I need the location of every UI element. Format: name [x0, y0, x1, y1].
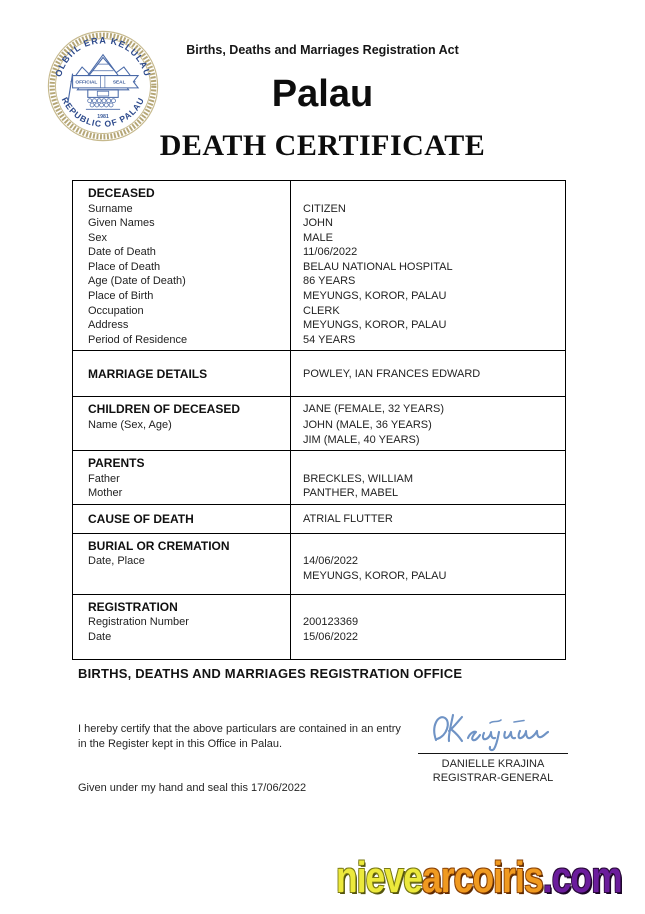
- certificate-title: DEATH CERTIFICATE: [159, 129, 486, 162]
- act-title: Births, Deaths and Marriages Registration Act: [186, 43, 459, 57]
- value-column: [291, 534, 565, 594]
- banner-official-text: OFFICIAL: [75, 80, 98, 86]
- section-title: CAUSE OF DEATH: [88, 512, 194, 527]
- value-column: [291, 505, 565, 533]
- registrar-signature: [426, 708, 560, 752]
- field-label: Occupation: [88, 304, 144, 317]
- field-label: Date, Place: [88, 555, 145, 568]
- table-section: [73, 594, 565, 659]
- field-label: Mother: [88, 487, 123, 500]
- field-value: PANTHER, MABEL: [303, 487, 399, 500]
- label-column: [73, 351, 291, 396]
- field-label: Registration Number: [88, 616, 189, 629]
- field-value: JOHN (MALE, 36 YEARS): [303, 418, 432, 431]
- field-value: MEYUNGS, KOROR, PALAU: [303, 319, 447, 332]
- field-label: Address: [88, 319, 129, 332]
- field-value: 200123369: [303, 616, 359, 629]
- field-value: CITIZEN: [303, 202, 346, 215]
- signatory-name: DANIELLE KRAJINA: [441, 758, 545, 770]
- field-value: 86 YEARS: [303, 275, 356, 288]
- field-label: Father: [88, 472, 120, 485]
- field-value: JOHN: [303, 217, 333, 230]
- office-heading: BIRTHS, DEATHS AND MARRIAGES REGISTRATION OFFICE: [78, 666, 463, 681]
- field-label: Surname: [88, 202, 133, 215]
- section-title: DECEASED: [88, 186, 155, 200]
- field-value: 11/06/2022: [303, 246, 358, 259]
- section-title: PARENTS: [88, 456, 145, 471]
- label-column: [73, 595, 291, 659]
- given-date-line: Given under my hand and seal this 17/06/2022: [78, 782, 307, 794]
- watermark-part2: arcoiris: [422, 853, 543, 902]
- table-section: [73, 533, 565, 594]
- label-column: [73, 534, 291, 594]
- field-value: ATRIAL FLUTTER: [303, 513, 393, 526]
- field-value: [303, 185, 561, 202]
- field-label: [88, 433, 286, 448]
- field-value: JANE (FEMALE, 32 YEARS): [303, 403, 445, 416]
- value-column: [291, 397, 565, 450]
- section-title: REGISTRATION: [88, 599, 178, 614]
- field-value: [303, 599, 561, 616]
- table-section: [73, 396, 565, 450]
- field-value: BRECKLES, WILLIAM: [303, 472, 414, 485]
- seal-year: 1981: [97, 113, 109, 120]
- watermark-part3: .com: [542, 853, 622, 902]
- field-value: 54 YEARS: [303, 333, 356, 346]
- value-column: [291, 181, 565, 350]
- field-label: Given Names: [88, 217, 155, 230]
- label-column: [73, 451, 291, 504]
- label-column: [73, 505, 291, 533]
- field-label: Date: [88, 630, 112, 643]
- certify-text: [78, 722, 401, 751]
- certify-line1: I hereby certify that the above particulars are contained in an entry: [78, 723, 401, 735]
- field-value: 14/06/2022: [303, 555, 359, 568]
- section-title: MARRIAGE DETAILS: [88, 367, 208, 382]
- label-column: [73, 181, 291, 350]
- certificate-table: [72, 180, 566, 660]
- field-label: Name (Sex, Age): [88, 418, 172, 431]
- field-label: Place of Birth: [88, 290, 154, 303]
- section-title: CHILDREN OF DECEASED: [88, 402, 241, 417]
- signature-block: [418, 708, 568, 784]
- signature-line: [418, 753, 568, 754]
- signatory-title: REGISTRAR-GENERAL: [432, 772, 554, 784]
- field-value: 15/06/2022: [303, 630, 359, 643]
- table-section: [73, 350, 565, 396]
- watermark-part1: nieve: [336, 853, 423, 902]
- watermark: [336, 853, 622, 902]
- field-value: [303, 455, 561, 472]
- seal-top-text: OLBIIL ERA KELULAU: [53, 35, 153, 78]
- field-value: MALE: [303, 231, 333, 244]
- certify-line2: in the Register kept in this Office in Palau.: [78, 737, 283, 750]
- section-title: BURIAL OR CREMATION: [88, 538, 230, 553]
- field-label: [88, 569, 286, 584]
- seal-bottom-text: REPUBLIC OF PALAU: [59, 95, 147, 129]
- field-value: POWLEY, IAN FRANCES EDWARD: [303, 368, 481, 381]
- country-title: Palau: [271, 73, 374, 115]
- table-section: [73, 450, 565, 504]
- field-label: Date of Death: [88, 246, 156, 259]
- value-column: [291, 351, 565, 396]
- field-value: [303, 538, 561, 555]
- field-value: BELAU NATIONAL HOSPITAL: [303, 260, 453, 273]
- table-section: [73, 504, 565, 533]
- value-column: [291, 451, 565, 504]
- field-label: Sex: [88, 231, 107, 244]
- field-value: JIM (MALE, 40 YEARS): [303, 433, 420, 446]
- field-label: Place of Death: [88, 260, 161, 273]
- field-label: Period of Residence: [88, 333, 188, 346]
- banner-seal-text: SEAL: [112, 80, 126, 86]
- label-column: [73, 397, 291, 450]
- field-label: Age (Date of Death): [88, 275, 186, 288]
- field-value: CLERK: [303, 304, 340, 317]
- value-column: [291, 595, 565, 659]
- field-value: MEYUNGS, KOROR, PALAU: [303, 290, 447, 303]
- field-value: MEYUNGS, KOROR, PALAU: [303, 569, 447, 582]
- table-section: [73, 181, 565, 350]
